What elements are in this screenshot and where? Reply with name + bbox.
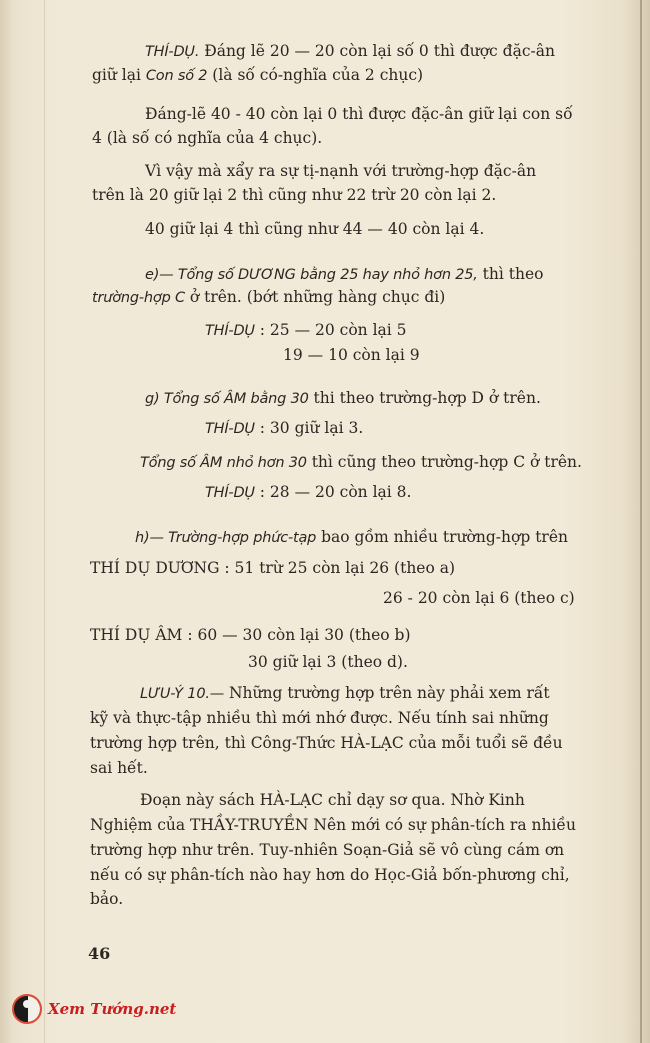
- text-line-11: 19 — 10 còn lại 9: [283, 346, 420, 364]
- italic-term: Tổng số ÂM nhỏ hơn 30: [140, 455, 307, 471]
- section-e-label: e)— Tổng số DƯƠNG bằng 25 hay nhỏ hơn 25,: [145, 267, 478, 283]
- text-line-9: [92, 287, 445, 308]
- text-line-7: 40 giữ lại 4 thì cũng như 44 — 40 còn lại 4.: [145, 220, 485, 238]
- text-line-28: nếu có sự phân-tích nào hay hơn do Học-Giả bốn-phương chỉ,: [90, 866, 570, 884]
- text-line-10: [205, 320, 407, 341]
- line-text: Đáng lẽ 20 — 20 còn lại số 0 thì được đặc-ân: [199, 42, 555, 60]
- text-line-27: trường hợp như trên. Tuy-nhiên Soạn-Giả sẽ vô cùng cám ơn: [90, 841, 565, 859]
- text-line-29: bảo.: [90, 890, 124, 908]
- page-fold-line: [44, 0, 45, 1043]
- text-line-18: 26 - 20 còn lại 6 (theo c): [383, 589, 575, 607]
- italic-term: Con số 2: [145, 68, 208, 84]
- section-h-label: h)— Trường-hợp phức-tạp: [135, 530, 317, 546]
- text-line-4: 4 (là số có nghĩa của 4 chục).: [92, 129, 323, 147]
- text-line-17: THÍ DỤ DƯƠNG : 51 trừ 25 còn lại 26 (theo a): [90, 559, 456, 577]
- watermark-text: Xem Tướng.net: [48, 1000, 177, 1018]
- text-line-15: [205, 482, 411, 503]
- text-line-23: trường hợp trên, thì Công-Thức HÀ-LẠC của mỗi tuổi sẽ đều: [90, 734, 563, 752]
- text-line-16: [135, 527, 568, 548]
- text-line-26: Nghiệm của THẦY-TRUYỀN Nên mới có sự phân-tích ra nhiều: [90, 816, 576, 834]
- watermark-logo: [12, 992, 176, 1026]
- line-text: : 30 giữ lại 3.: [254, 419, 364, 437]
- text-line-21: [140, 683, 550, 704]
- line-text: thì cũng theo trường-hợp C ở trên.: [306, 453, 582, 471]
- page-edge: [640, 0, 642, 1043]
- text-line-19: THÍ DỤ ÂM : 60 — 30 còn lại 30 (theo b): [90, 626, 411, 644]
- text-line-20: 30 giữ lại 3 (theo d).: [248, 653, 408, 671]
- text-line-13: [205, 418, 363, 439]
- example-label: THÍ-DỤ: [205, 421, 255, 437]
- text-line-14: [140, 452, 582, 473]
- line-text: ở trên. (bớt những hàng chục đi): [184, 288, 446, 306]
- line-text: giữ lại: [92, 66, 146, 84]
- text-line-25: Đoạn này sách HÀ-LẠC chỉ dạy sơ qua. Nhờ Kinh: [140, 791, 525, 809]
- line-text-tail: (là số có-nghĩa của 2 chục): [207, 66, 424, 84]
- italic-term: trường-hợp C: [92, 290, 185, 306]
- line-text: thi theo trường-hợp D ở trên.: [308, 389, 541, 407]
- text-line-12: [145, 388, 541, 409]
- example-label: THÍ-DỤ: [205, 485, 255, 501]
- text-line-2: [92, 65, 423, 86]
- text-line-22: kỹ và thực-tập nhiều thì mới nhớ được. Nếu tính sai những: [90, 709, 549, 727]
- note-label: LƯU-Ý 10.—: [140, 686, 225, 702]
- text-line-6: trên là 20 giữ lại 2 thì cũng như 22 trừ 20 còn lại 2.: [92, 186, 497, 204]
- line-text: bao gồm nhiều trường-hợp trên: [316, 528, 568, 546]
- line-text: : 25 — 20 còn lại 5: [254, 321, 407, 339]
- text-line-3: Đáng-lẽ 40 - 40 còn lại 0 thì được đặc-ân giữ lại con số: [145, 105, 573, 123]
- yin-yang-icon: [12, 994, 42, 1024]
- text-line-5: Vì vậy mà xẩy ra sự tị-nạnh với trường-hợp đặc-ân: [145, 162, 537, 180]
- text-line-24: sai hết.: [90, 759, 148, 777]
- text-line-1: [145, 41, 555, 62]
- line-text: thì theo: [477, 265, 544, 283]
- line-text: : 28 — 20 còn lại 8.: [254, 483, 412, 501]
- page-number: 46: [88, 944, 111, 963]
- section-g-label: g) Tổng số ÂM bằng 30: [145, 391, 309, 407]
- example-label: THÍ-DỤ.: [145, 44, 200, 60]
- text-line-8: [145, 264, 543, 285]
- example-label: THÍ-DỤ: [205, 323, 255, 339]
- line-text: Những trường hợp trên này phải xem rất: [224, 684, 550, 702]
